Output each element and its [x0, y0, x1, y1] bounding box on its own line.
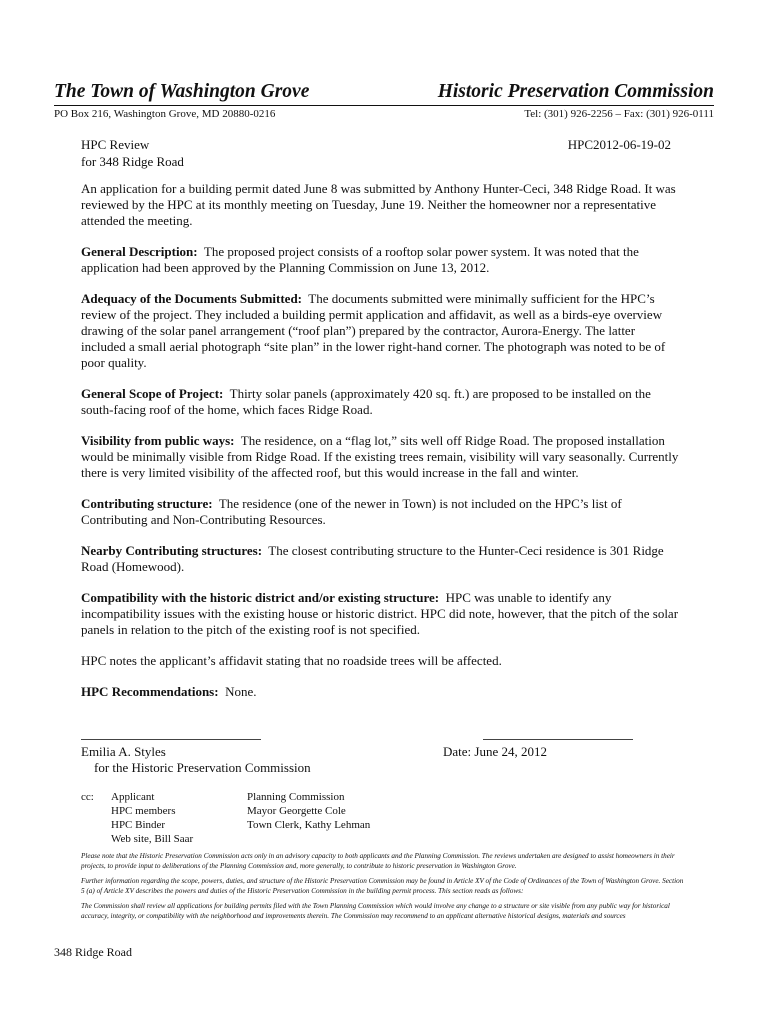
note-paragraph: Further information regarding the scope, powers, duties, and structure of the Historic Preservation Commission may be found in Article XV of the Code of Ordinances of the Town of Washington Grove. Section 5 (a) of Article XV describes the powers and duties of the Historic Preservation Commission in the building permit process. This section reads as follows: — [81, 877, 684, 895]
phone-fax: Tel: (301) 926-2256 – Fax: (301) 926-0111 — [524, 108, 714, 120]
fine-print-notes — [81, 851, 687, 926]
cc-column-1 — [111, 790, 193, 846]
signature-date: Date: June 24, 2012 — [443, 744, 547, 759]
section-nearby-structures — [81, 543, 681, 575]
section-compatibility — [81, 590, 681, 638]
date-line — [483, 739, 633, 740]
cc-recipient: Town Clerk, Kathy Lehman — [247, 819, 371, 831]
review-subject: for 348 Ridge Road — [81, 154, 184, 169]
section-text: Thirty solar panels (approximately 420 sq. ft.) are proposed to be installed on the south-facing roof of the home, which faces Ridge Road. — [81, 386, 651, 417]
letterhead-rule — [54, 105, 714, 106]
section-heading: HPC Recommendations: — [81, 684, 219, 699]
cc-recipient: Web site, Bill Saar — [111, 833, 194, 845]
section-text: The residence, on a “flag lot,” sits well off Ridge Road. The proposed installation would be minimally visible from Ridge Road. If the existing trees remain, visibility will vary seasonally. Currently there is very limited visibility of the affected roof, but this would increase in the fall and winter. — [81, 433, 679, 480]
cc-column-2 — [247, 790, 370, 832]
signature-block — [81, 744, 311, 776]
section-heading: General Description: — [81, 244, 198, 259]
town-name: The Town of Washington Grove — [54, 81, 310, 102]
section-heading: Adequacy of the Documents Submitted: — [81, 291, 302, 306]
cc-recipient: HPC members — [111, 805, 176, 817]
letterhead — [54, 81, 714, 105]
page-footer: 348 Ridge Road — [54, 945, 132, 959]
section-visibility — [81, 433, 681, 481]
commission-name: Historic Preservation Commission — [437, 81, 714, 102]
cc-label: cc: — [81, 791, 94, 803]
review-id: HPC2012-06-19-02 — [567, 137, 671, 152]
section-text: The proposed project consists of a rooftop solar power system. It was noted that the application had been approved by the Planning Commission on June 13, 2012. — [81, 244, 639, 275]
section-text: None. — [225, 684, 257, 699]
section-heading: Compatibility with the historic district and/or existing structure: — [81, 590, 440, 605]
intro-paragraph: An application for a building permit dated June 8 was submitted by Anthony Hunter-Ceci, 348 Ridge Road. It was reviewed by the HPC at its monthly meeting on Tuesday, June 19. Neither the homeowner nor a representative attended the meeting. — [81, 181, 676, 228]
section-heading: Visibility from public ways: — [81, 433, 235, 448]
note-paragraph: Please note that the Historic Preservation Commission acts only in an advisory capacity to both applicants and the Planning Commission. The reviews undertaken are designed to assist homeowners in their projects, to provide input to deliberations of the Planning Commission and, more generally, to contribute to historic preservation in Washington Grove. — [81, 852, 675, 870]
mailing-address: PO Box 216, Washington Grove, MD 20880-0216 — [54, 108, 276, 120]
review-title: HPC Review — [81, 137, 150, 152]
section-adequacy — [81, 291, 681, 371]
signer-name: Emilia A. Styles — [81, 744, 166, 759]
cc-recipient: HPC Binder — [111, 819, 166, 831]
note-paragraph: The Commission shall review all applications for building permits filed with the Town Planning Commission which would involve any change to a structure or site visible from any public way for historical accuracy, integrity, or compatibility with the neighborhood and improvements therein. The Commission may recommend to an applicant alternative historical designs, materials and sources — [81, 902, 670, 920]
cc-recipient: Applicant — [111, 791, 155, 803]
section-contributing-structure — [81, 496, 681, 528]
section-scope — [81, 386, 681, 418]
document-body — [81, 181, 681, 715]
cc-recipient: Mayor Georgette Cole — [247, 805, 346, 817]
section-heading: General Scope of Project: — [81, 386, 224, 401]
section-heading: Nearby Contributing structures: — [81, 543, 263, 558]
cc-recipient: Planning Commission — [247, 791, 345, 803]
affidavit-note: HPC notes the applicant’s affidavit stating that no roadside trees will be affected. — [81, 653, 502, 668]
review-heading — [81, 136, 671, 170]
section-recommendations — [81, 684, 681, 700]
section-text: HPC was unable to identify any incompatibility issues with the existing house or historic district. HPC did note, however, that the pitch of the solar panels in relation to the pitch of the existing roof is not specified. — [81, 590, 679, 637]
signer-affiliation: for the Historic Preservation Commission — [94, 760, 311, 775]
section-general-description — [81, 244, 681, 276]
signature-lines — [81, 739, 641, 741]
section-text: The closest contributing structure to the Hunter-Ceci residence is 301 Ridge Road (Homewood). — [81, 543, 664, 574]
signature-line — [81, 739, 261, 740]
section-text: The residence (one of the newer in Town) is not included on the HPC’s list of Contributing and Non-Contributing Resources. — [81, 496, 622, 527]
section-text: The documents submitted were minimally sufficient for the HPC’s review of the project. They included a building permit application and affidavit, as well as a birds-eye overview drawing of the solar panel arrangement (“roof plan”) prepared by the contractor, Aurora-Energy. The latter included a small aerial photograph “site plan” in the lower right-hand corner. The photograph was noted to be of poor quality. — [81, 291, 666, 370]
section-heading: Contributing structure: — [81, 496, 213, 511]
